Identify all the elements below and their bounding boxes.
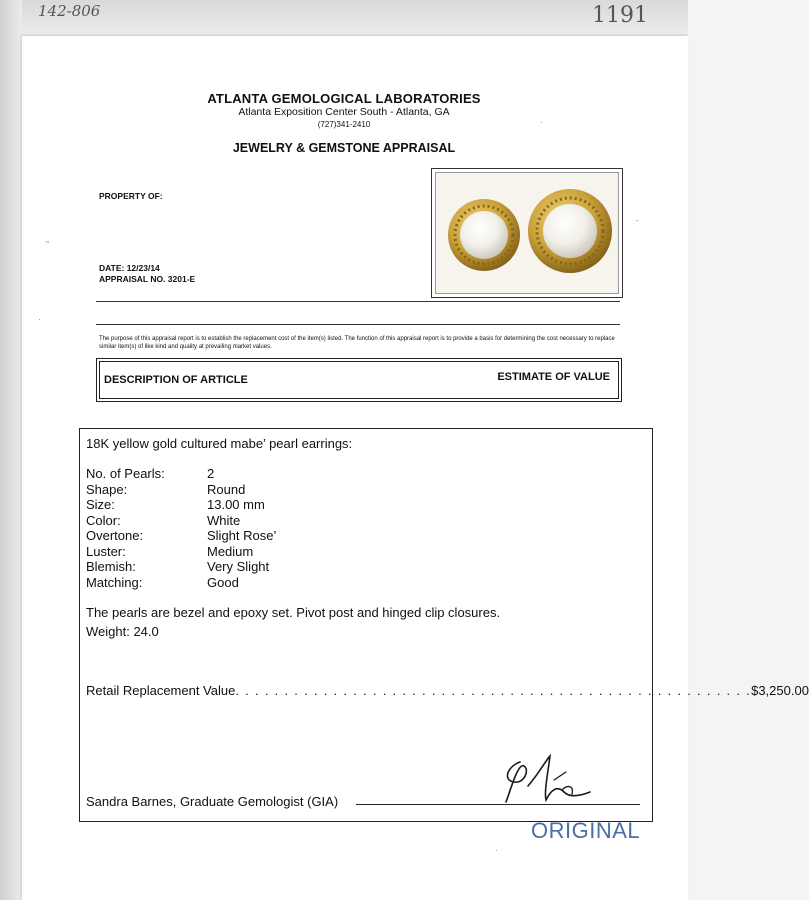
column-header-inner (99, 361, 619, 399)
purpose-statement: The purpose of this appraisal report is to establish the replacement cost of the item(s) listed. The function of this appraisal report is to provide a basis for determining the cost necessary to replace similar item(s) of like kind and quality at prevailing market values. (99, 336, 615, 350)
spec-value: Good (207, 574, 239, 590)
spec-label: No. of Pearls: (86, 466, 165, 481)
spec-value: 2 (207, 466, 215, 481)
spec-label: Color: (86, 512, 121, 528)
left-pearl (460, 211, 508, 259)
column-header-box (96, 358, 622, 402)
scan-edge-top (0, 0, 688, 40)
spec-value: 13.00 mm (207, 497, 265, 512)
description-header: DESCRIPTION OF ARTICLE (104, 374, 248, 386)
lab-phone: (727)341-2410 (317, 120, 371, 129)
retail-value-amount: $3,250.00 (751, 683, 809, 698)
spec-value: Medium (207, 543, 254, 559)
spec-row (86, 544, 276, 560)
scan-speck: - (636, 216, 639, 225)
retail-value-row (86, 683, 809, 698)
right-pearl (543, 204, 597, 258)
property-label: PROPERTY OF: (99, 191, 163, 201)
scan-speck: · (540, 118, 543, 127)
spec-row (86, 528, 276, 544)
spec-label: Size: (86, 497, 115, 512)
document-title: JEWELRY & GEMSTONE APPRAISAL (232, 141, 456, 155)
scan-speck: · (495, 846, 498, 855)
spec-row (86, 466, 276, 482)
scan-speck: · (38, 315, 41, 324)
estimate-header: ESTIMATE OF VALUE (497, 371, 610, 383)
earrings-illustration (436, 173, 618, 293)
original-stamp: ORIGINAL (531, 818, 641, 843)
spec-value: Round (207, 481, 246, 497)
leader-dots: . . . . . . . . . . . . . . . . . . . . . . . . . . . . . . . . . . . . . . . . . . . . . . . . . . . . . (235, 683, 752, 698)
divider-line (96, 324, 620, 325)
spec-row (86, 575, 276, 591)
signer-name: Sandra Barnes, Graduate Gemologist (GIA) (86, 794, 339, 809)
spec-label: Blemish: (86, 559, 136, 574)
spec-label: Shape: (86, 481, 128, 497)
date-line: DATE: 12/23/14 (99, 263, 160, 273)
lab-name: ATLANTA GEMOLOGICAL LABORATORIES (207, 91, 481, 106)
weight-note: Weight: 24.0 (86, 624, 159, 639)
spec-list (86, 466, 276, 590)
lab-address: Atlanta Exposition Center South - Atlanta, GA (238, 106, 450, 118)
divider-line (96, 301, 620, 302)
spec-value: Slight Rose’ (207, 528, 277, 543)
pearl-earrings-photo (431, 168, 623, 298)
handwritten-file-number: 142-806 (38, 2, 101, 20)
spec-label: Luster: (86, 543, 126, 559)
item-title: 18K yellow gold cultured mabe’ pearl earrings: (86, 436, 353, 451)
setting-note: The pearls are bezel and epoxy set. Pivot post and hinged clip closures. (86, 605, 501, 620)
appraisal-number: APPRAISAL NO. 3201-E (99, 274, 196, 284)
scan-speck: " (46, 240, 49, 249)
retail-value-label: Retail Replacement Value (86, 683, 236, 698)
spec-value: White (207, 512, 241, 528)
scan-edge-left (0, 0, 22, 900)
spec-row (86, 482, 276, 498)
spec-label: Matching: (86, 574, 143, 590)
spec-row (86, 559, 276, 575)
spec-value: Very Slight (207, 559, 270, 574)
spec-label: Overtone: (86, 528, 144, 543)
handwritten-signature (500, 752, 610, 810)
handwritten-page-mark: 1191 (592, 3, 648, 28)
spec-row (86, 497, 276, 513)
photo-inner (435, 172, 619, 294)
spec-row (86, 513, 276, 529)
